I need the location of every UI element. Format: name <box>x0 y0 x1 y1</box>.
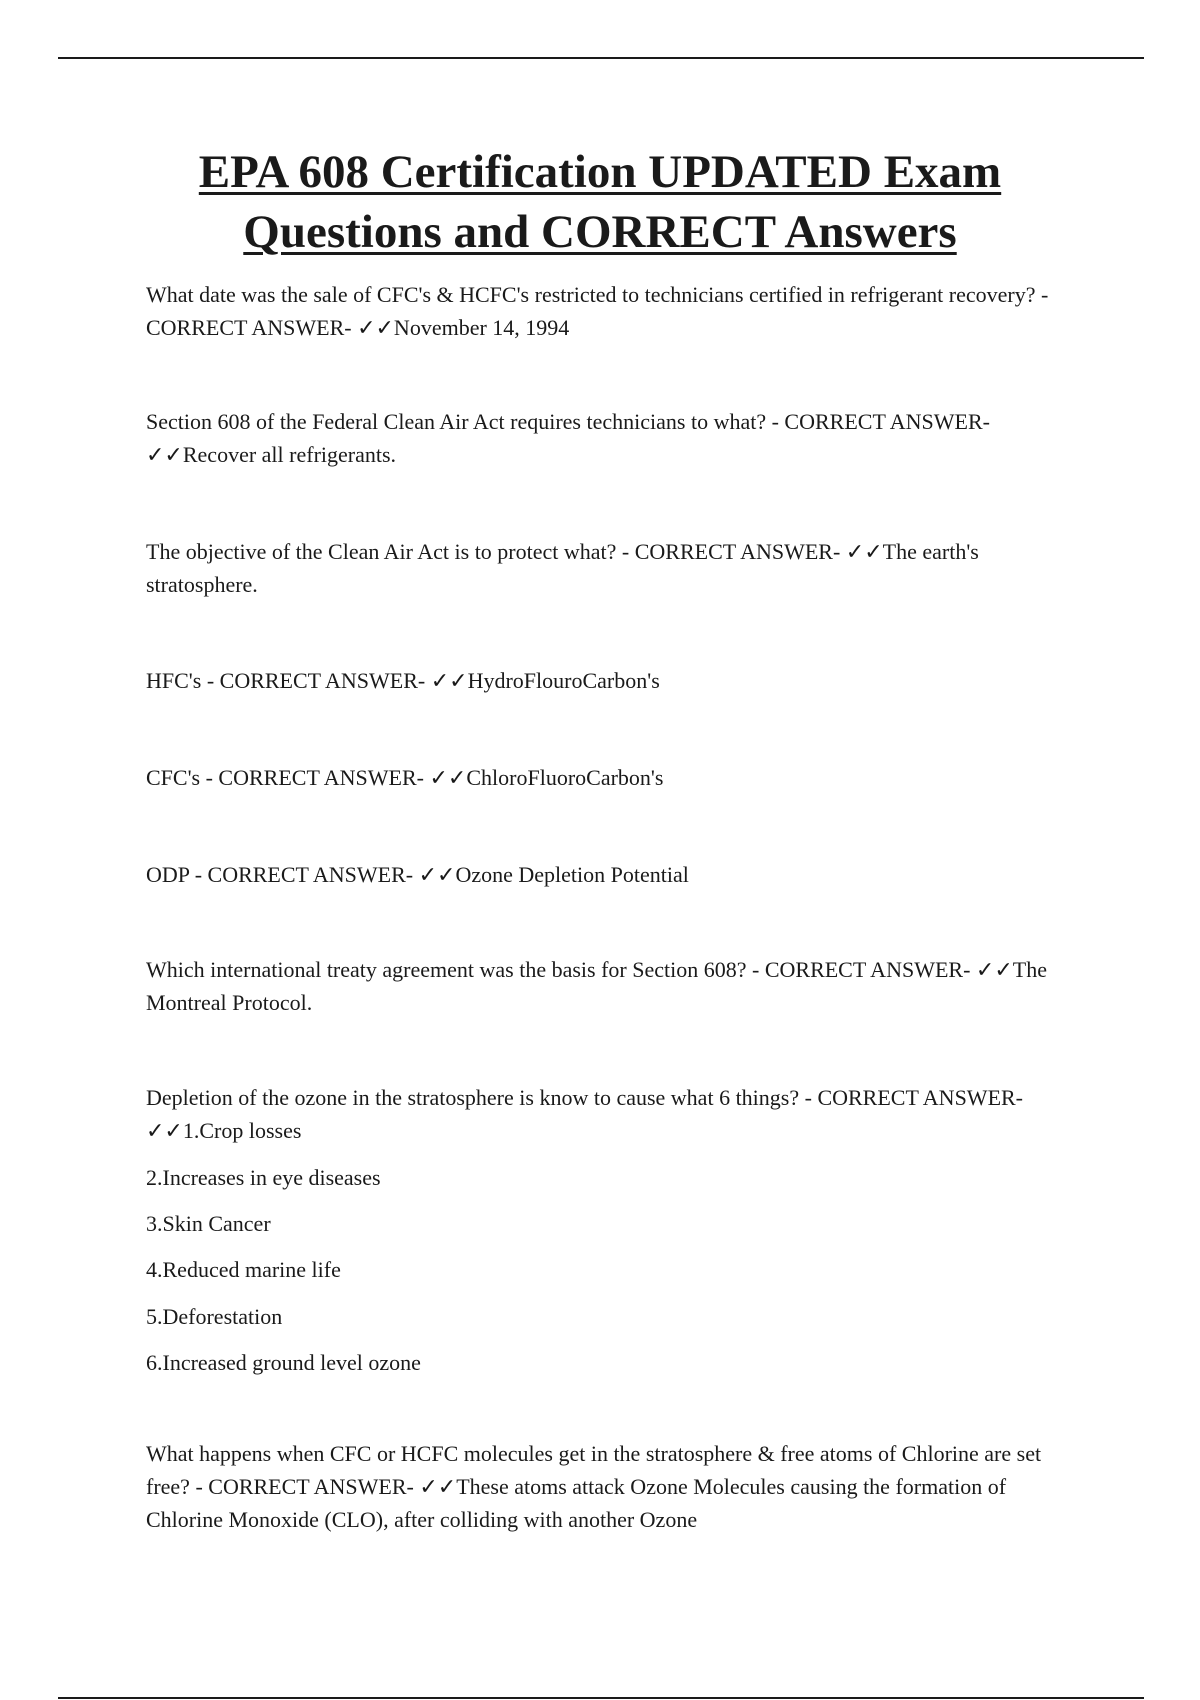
list-item: 4.Reduced marine life <box>146 1257 341 1282</box>
qa-item: HFC's - CORRECT ANSWER- ✓✓HydroFlouroCarbon's <box>146 668 660 693</box>
list-item: 6.Increased ground level ozone <box>146 1350 421 1375</box>
qa-item: Depletion of the ozone in the stratosphere is know to cause what 6 things? - CORRECT ANSWER- ✓✓1.Crop losses <box>146 1085 1024 1143</box>
qa-item: Which international treaty agreement was the basis for Section 608? - CORRECT ANSWER- ✓✓The Montreal Protocol. <box>146 957 1047 1015</box>
qa-item: CFC's - CORRECT ANSWER- ✓✓ChloroFluoroCarbon's <box>146 765 664 790</box>
qa-item: ODP - CORRECT ANSWER- ✓✓Ozone Depletion Potential <box>146 862 689 887</box>
qa-item: What date was the sale of CFC's & HCFC's restricted to technicians certified in refrigerant recovery? - CORRECT ANSWER- ✓✓November 14, 1994 <box>146 282 1049 340</box>
list-item: 5.Deforestation <box>146 1304 283 1329</box>
qa-item: What happens when CFC or HCFC molecules get in the stratosphere & free atoms of Chlorine are set free? - CORRECT ANSWER- ✓✓These atoms attack Ozone Molecules causing the formation of Chlorine Monoxide (CLO), after colliding with another Ozone <box>146 1441 1042 1532</box>
top-rule <box>58 57 1144 59</box>
qa-item: The objective of the Clean Air Act is to protect what? - CORRECT ANSWER- ✓✓The earth's stratosphere. <box>146 539 979 597</box>
bottom-rule <box>58 1697 1144 1699</box>
list-item: 3.Skin Cancer <box>146 1211 271 1236</box>
title-line-2: Questions and CORRECT Answers <box>243 206 957 258</box>
list-item: 2.Increases in eye diseases <box>146 1165 381 1190</box>
document-title <box>60 142 1140 262</box>
qa-item: Section 608 of the Federal Clean Air Act requires technicians to what? - CORRECT ANSWER- ✓✓Recover all refrigerants. <box>146 409 990 467</box>
title-line-1: EPA 608 Certification UPDATED Exam <box>198 146 1002 198</box>
